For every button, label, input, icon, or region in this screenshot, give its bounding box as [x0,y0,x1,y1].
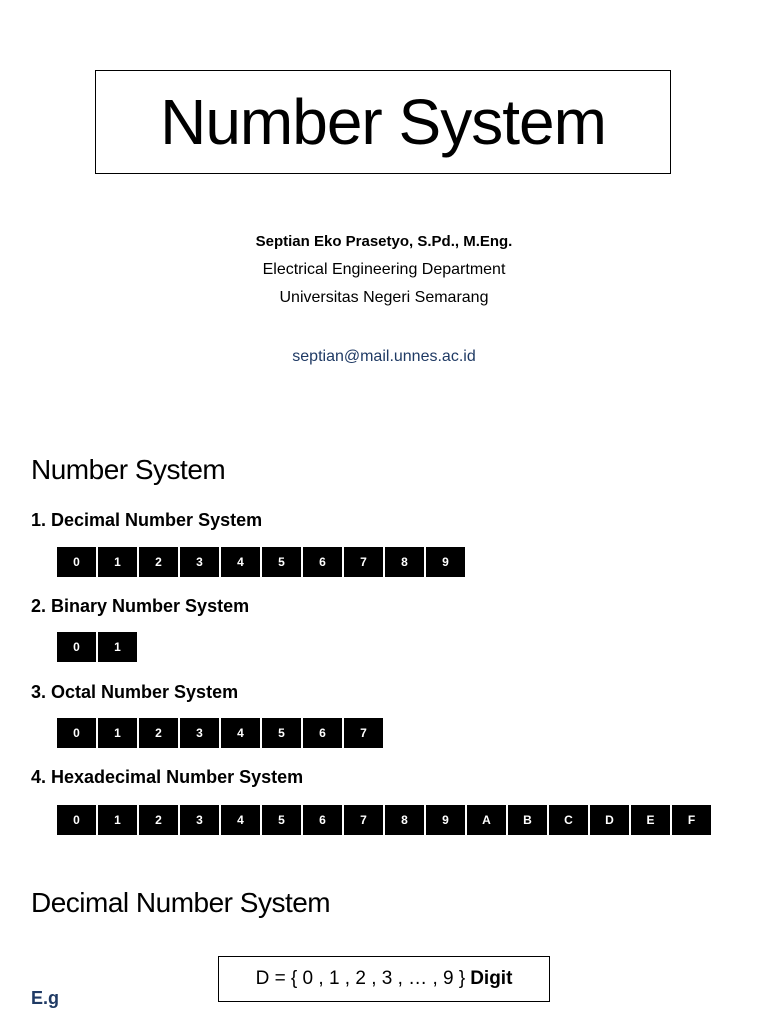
digit-cell: 1 [98,547,137,577]
author-block [0,228,768,312]
digit-cell: 8 [385,547,424,577]
digit-cell: 5 [262,805,301,835]
decimal-heading: 1. Decimal Number System [31,510,263,530]
digit-cell: 6 [303,547,342,577]
author-university: Universitas Negeri Semarang [279,289,489,306]
section-heading-decimal-number-system: Decimal Number System [31,887,331,918]
digit-cell: 6 [303,805,342,835]
decimal-set-text: D = { 0 , 1 , 2 , 3 , … , 9 } [255,968,466,989]
digit-cell: 1 [98,632,137,662]
author-department: Electrical Engineering Department [262,261,506,278]
digit-cell: 7 [344,547,383,577]
hexadecimal-heading: 4. Hexadecimal Number System [31,767,304,787]
digit-cell: 5 [262,718,301,748]
example-label: E.g [31,988,60,1008]
digit-cell: 2 [139,718,178,748]
digit-cell: D [590,805,629,835]
digit-cell: 4 [221,547,260,577]
hexadecimal-digit-row [57,805,713,835]
digit-cell: 7 [344,805,383,835]
digit-cell: 0 [57,718,96,748]
binary-digit-row [57,632,139,662]
digit-cell: 3 [180,805,219,835]
octal-heading: 3. Octal Number System [31,682,239,702]
digit-cell: C [549,805,588,835]
decimal-digit-row [57,547,467,577]
digit-cell: 3 [180,547,219,577]
digit-cell: 7 [344,718,383,748]
digit-cell: 4 [221,805,260,835]
section-heading-number-system: Number System [31,454,226,485]
decimal-set-digit-label: Digit [470,968,513,989]
digit-cell: 4 [221,718,260,748]
digit-cell: B [508,805,547,835]
digit-cell: 3 [180,718,219,748]
digit-cell: 1 [98,805,137,835]
digit-cell: A [467,805,506,835]
digit-cell: 8 [385,805,424,835]
digit-cell: E [631,805,670,835]
digit-cell: 5 [262,547,301,577]
digit-cell: 0 [57,547,96,577]
author-email: septian@mail.unnes.ac.id [292,348,476,365]
author-name: Septian Eko Prasetyo, S.Pd., M.Eng. [255,233,513,250]
decimal-set-box [218,956,550,1002]
digit-cell: 6 [303,718,342,748]
binary-heading: 2. Binary Number System [31,596,250,616]
digit-cell: 9 [426,547,465,577]
digit-cell: 0 [57,805,96,835]
octal-digit-row [57,718,385,748]
digit-cell: 9 [426,805,465,835]
digit-cell: 0 [57,632,96,662]
digit-cell: F [672,805,711,835]
digit-cell: 1 [98,718,137,748]
title-box [95,70,671,174]
digit-cell: 2 [139,805,178,835]
digit-cell: 2 [139,547,178,577]
page-title: Number System [160,86,606,158]
